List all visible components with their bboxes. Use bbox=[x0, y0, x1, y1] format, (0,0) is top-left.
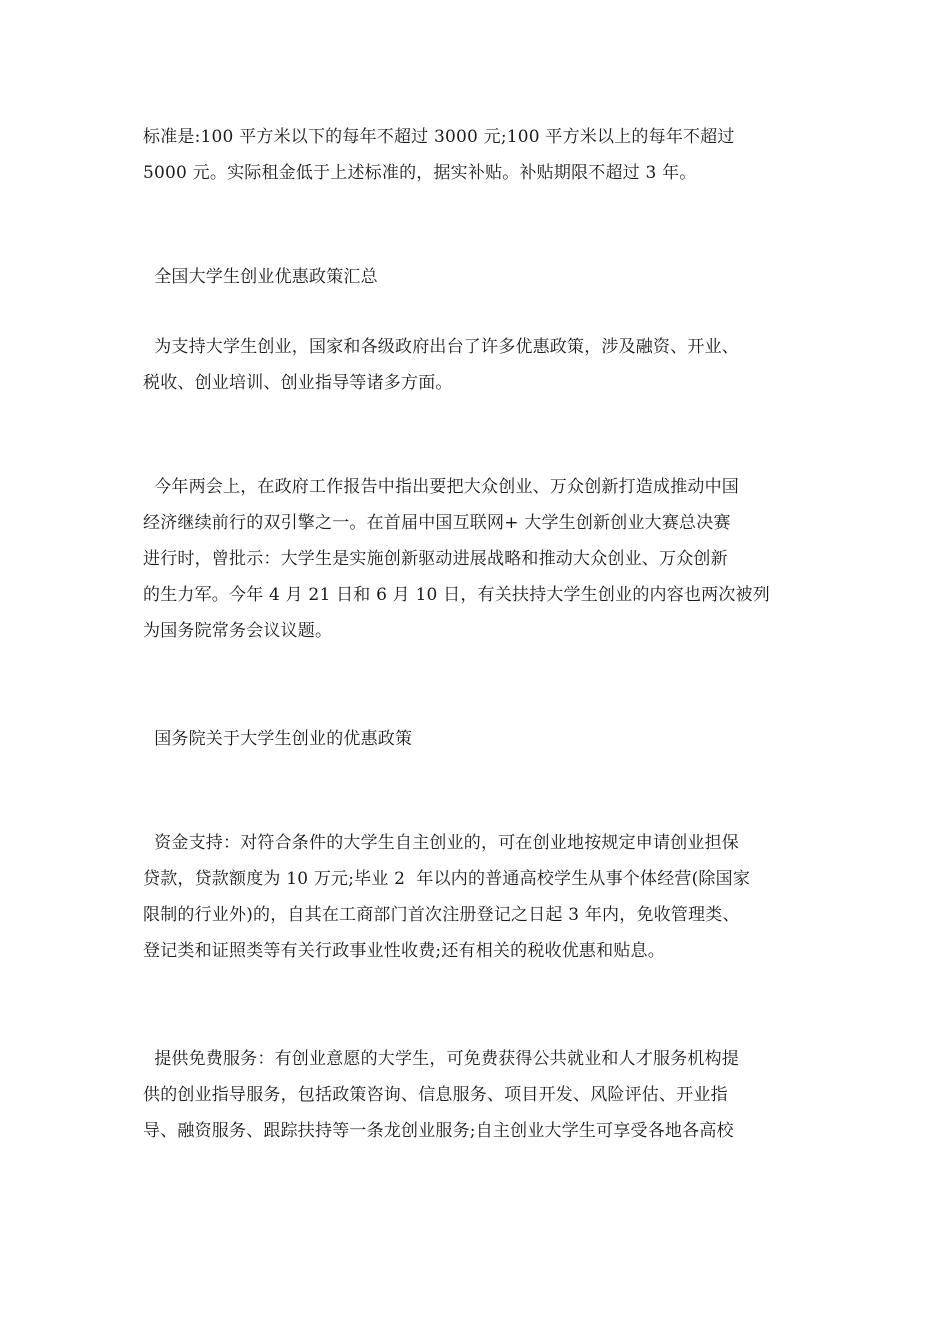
text-line: 为支持大学生创业，国家和各级政府出台了许多优惠政策，涉及融资、开业、 bbox=[143, 337, 740, 357]
text-line: 供的创业指导服务，包括政策咨询、信息服务、项目开发、风险评估、开业指 bbox=[143, 1085, 728, 1105]
paragraph-intro bbox=[143, 329, 813, 401]
paragraph-free-services bbox=[143, 1041, 813, 1149]
text-line: 贷款，贷款额度为 10 万元;毕业 2 年以内的普通高校学生从事个体经营(除国家 bbox=[143, 869, 751, 889]
paragraph-two-sessions bbox=[143, 469, 813, 649]
text-line: 5000 元。实际租金低于上述标准的，据实补贴。补贴期限不超过 3 年。 bbox=[143, 163, 697, 183]
text-line: 为国务院常务会议议题。 bbox=[143, 621, 333, 641]
text-line: 的生力军。今年 4 月 21 日和 6 月 10 日，有关扶持大学生创业的内容也两次被列 bbox=[143, 585, 770, 605]
heading-text: 全国大学生创业优惠政策汇总 bbox=[143, 267, 378, 287]
text-line: 限制的行业外)的，自其在工商部门首次注册登记之日起 3 年内，免收管理类、 bbox=[143, 905, 740, 925]
text-line: 进行时，曾批示：大学生是实施创新驱动进展战略和推动大众创业、万众创新 bbox=[143, 549, 728, 569]
paragraph-funding-support bbox=[143, 825, 813, 969]
text-line: 资金支持：对符合条件的大学生自主创业的，可在创业地按规定申请创业担保 bbox=[143, 833, 740, 853]
text-line: 标准是:100 平方米以下的每年不超过 3000 元;100 平方米以上的每年不超过 bbox=[143, 127, 735, 147]
section-heading-national-policies bbox=[143, 259, 813, 295]
heading-text: 国务院关于大学生创业的优惠政策 bbox=[143, 729, 413, 749]
text-line: 税收、创业培训、创业指导等诸多方面。 bbox=[143, 373, 453, 393]
section-heading-state-council bbox=[143, 721, 813, 757]
text-line: 今年两会上，在政府工作报告中指出要把大众创业、万众创新打造成推动中国 bbox=[143, 477, 740, 497]
paragraph-rent-subsidy bbox=[143, 119, 813, 191]
text-line: 登记类和证照类等有关行政事业性收费;还有相关的税收优惠和贴息。 bbox=[143, 941, 665, 961]
text-line: 导、融资服务、跟踪扶持等一条龙创业服务;自主创业大学生可享受各地各高校 bbox=[143, 1121, 734, 1141]
text-line: 经济继续前行的双引擎之一。在首届中国互联网+ 大学生创新创业大赛总决赛 bbox=[143, 513, 731, 533]
text-line: 提供免费服务：有创业意愿的大学生，可免费获得公共就业和人才服务机构提 bbox=[143, 1049, 740, 1069]
